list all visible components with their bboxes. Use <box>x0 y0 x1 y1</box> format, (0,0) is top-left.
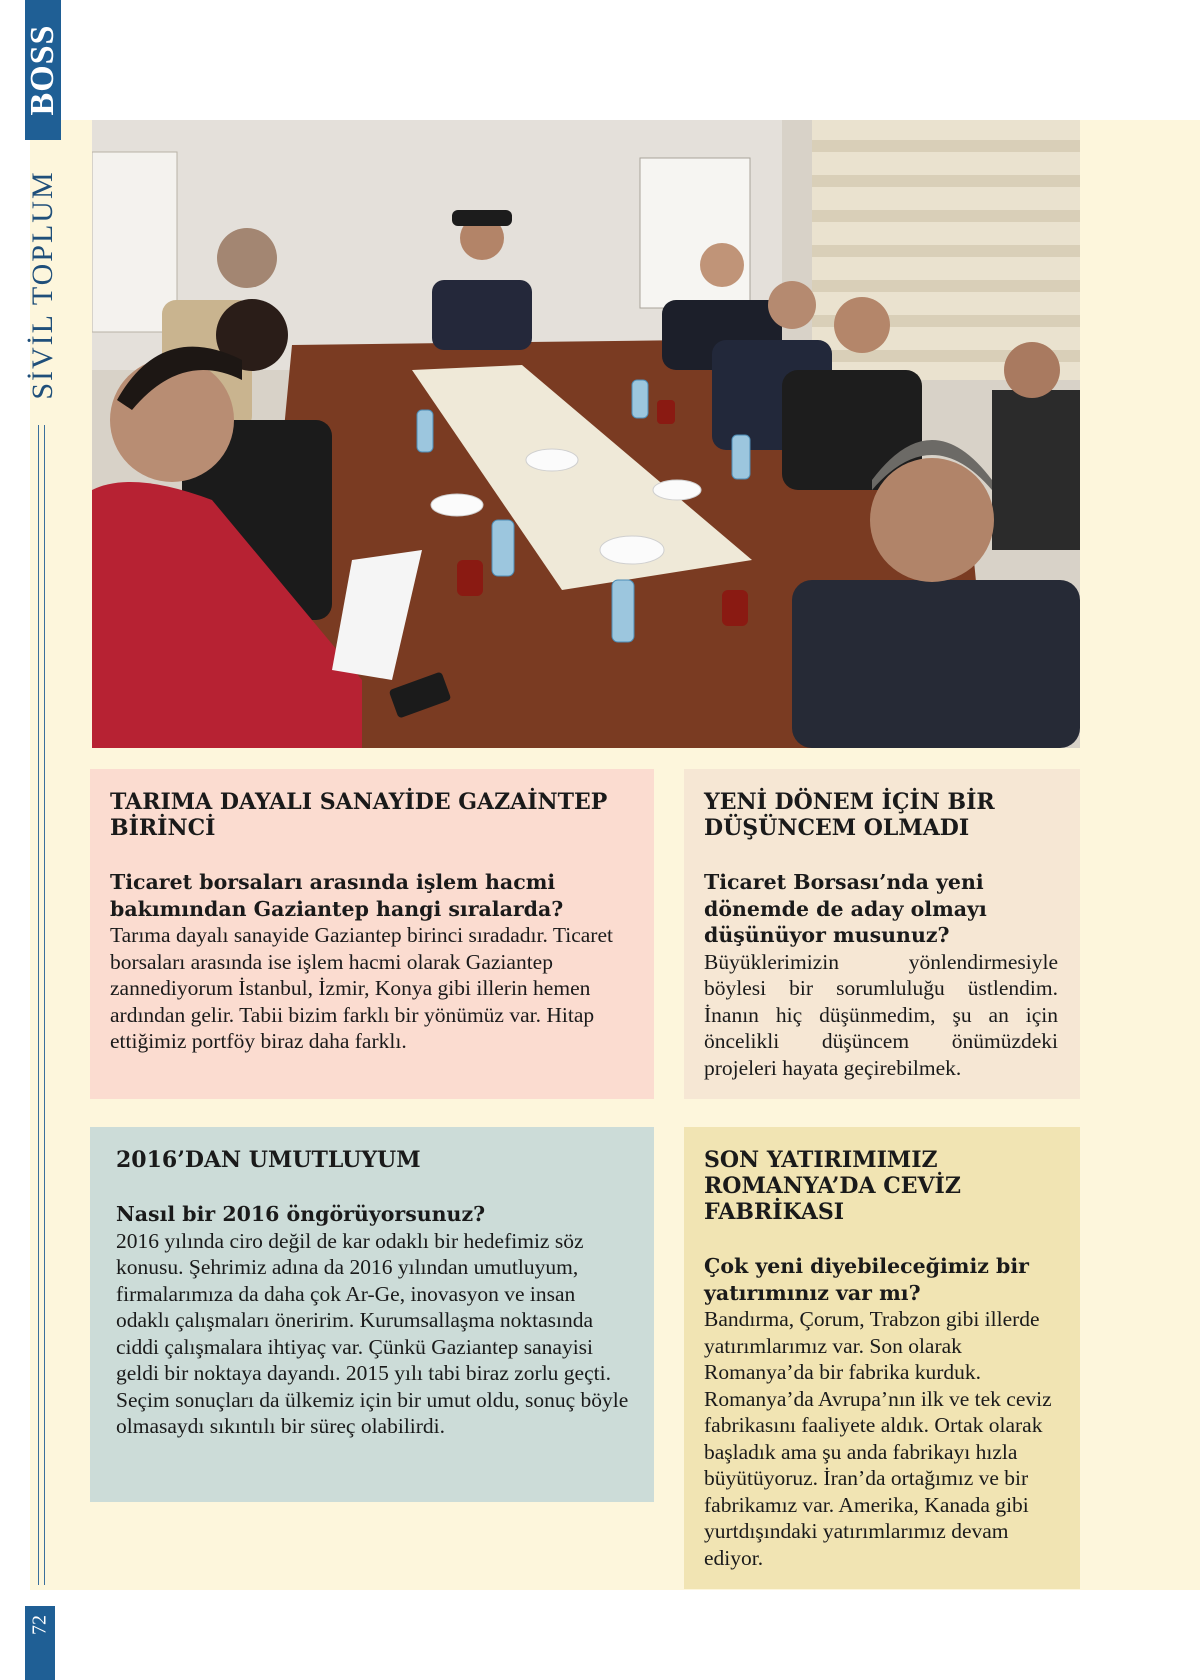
meeting-photo-illustration <box>92 120 1080 748</box>
article-question: Ticaret Borsası’nda yeni dönemde de aday olmayı düşünüyor musunuz? <box>704 870 987 947</box>
article-heading: TARIMA DAYALI SANAYİDE GAZAİNTEP BİRİNCİ <box>110 789 608 841</box>
article-answer: 2016 yılında ciro değil de kar odaklı bir hedefimiz söz konusu. Şehrimiz adına da 2016 yılından umutluyum, firmalarımıza da daha çok Ar-Ge, inovasyon ve insan odaklı çalışmaları öneririm. Kurumsallaşma noktasında ciddi çalışmalara ihtiyaç var. Çünkü Gaziantep sanayisi geldi bir noktaya dayandı. 2015 yılı tabi biraz zorlu geçti. Seçim sonuçları da ülkemiz için bir umut oldu, sonuç böyle olmasaydı sıkıntılı bir süreç olabilirdi. <box>116 1228 629 1438</box>
article-question: Ticaret borsaları arasında işlem hacmi bakımından Gaziantep hangi sıralarda? <box>110 870 564 921</box>
article-2016 <box>90 1127 654 1502</box>
article-tarima <box>90 769 654 1099</box>
article-heading: YENİ DÖNEM İÇİN BİR DÜŞÜNCEM OLMADI <box>704 789 995 841</box>
article-question: Çok yeni diyebileceğimiz bir yatırımınız var mı? <box>704 1254 1029 1305</box>
article-answer: Büyüklerimizin yönlendirmesiyle böylesi bir sorumluluğu üstlendim. İnanın hiç düşünmedim, şu an için öncelikli düşüncem önümüzdeki projeleri hayata geçirebilmek. <box>704 949 1058 1080</box>
article-heading: SON YATIRIMIMIZ ROMANYA’DA CEVİZ FABRİKASI <box>704 1147 961 1225</box>
article-answer: Bandırma, Çorum, Trabzon gibi illerde yatırımlarımız var. Son olarak Romanya’da bir fabrika kurduk. Romanya’da Avrupa’nın ilk ve tek ceviz fabrikasını faaliyete aldık. Ortak olarak başladık ama şu anda fabrikayı hızla büyütüyoruz. İran’da ortağımız ve bir fabrikamız var. Amerika, Kanada gibi yurtdışındaki yatırımlarımız devam ediyor. <box>704 1307 1052 1570</box>
sidebar-rule <box>38 425 39 1585</box>
section-label: SİVİL TOPLUM <box>26 170 59 400</box>
article-yeni-donem <box>684 769 1080 1099</box>
article-answer: Tarıma dayalı sanayide Gaziantep birinci sıradadır. Ticaret borsaları arasında ise işlem hacmi olarak Gaziantep zannediyorum İstanbul, İzmir, Konya gibi illerin hemen ardından gelir. Tabii bizim farklı bir yönümüz var. Hitap ettiğimiz portföy biraz daha farklı. <box>110 923 613 1053</box>
brand-logo: BOSS <box>24 24 61 116</box>
sidebar-rule <box>44 425 45 1585</box>
meeting-photo <box>92 120 1080 748</box>
article-question: Nasıl bir 2016 öngörüyorsunuz? <box>116 1202 486 1226</box>
article-romanya <box>684 1127 1080 1589</box>
page-number: 72 <box>28 1615 51 1635</box>
article-heading: 2016’DAN UMUTLUYUM <box>116 1147 421 1173</box>
